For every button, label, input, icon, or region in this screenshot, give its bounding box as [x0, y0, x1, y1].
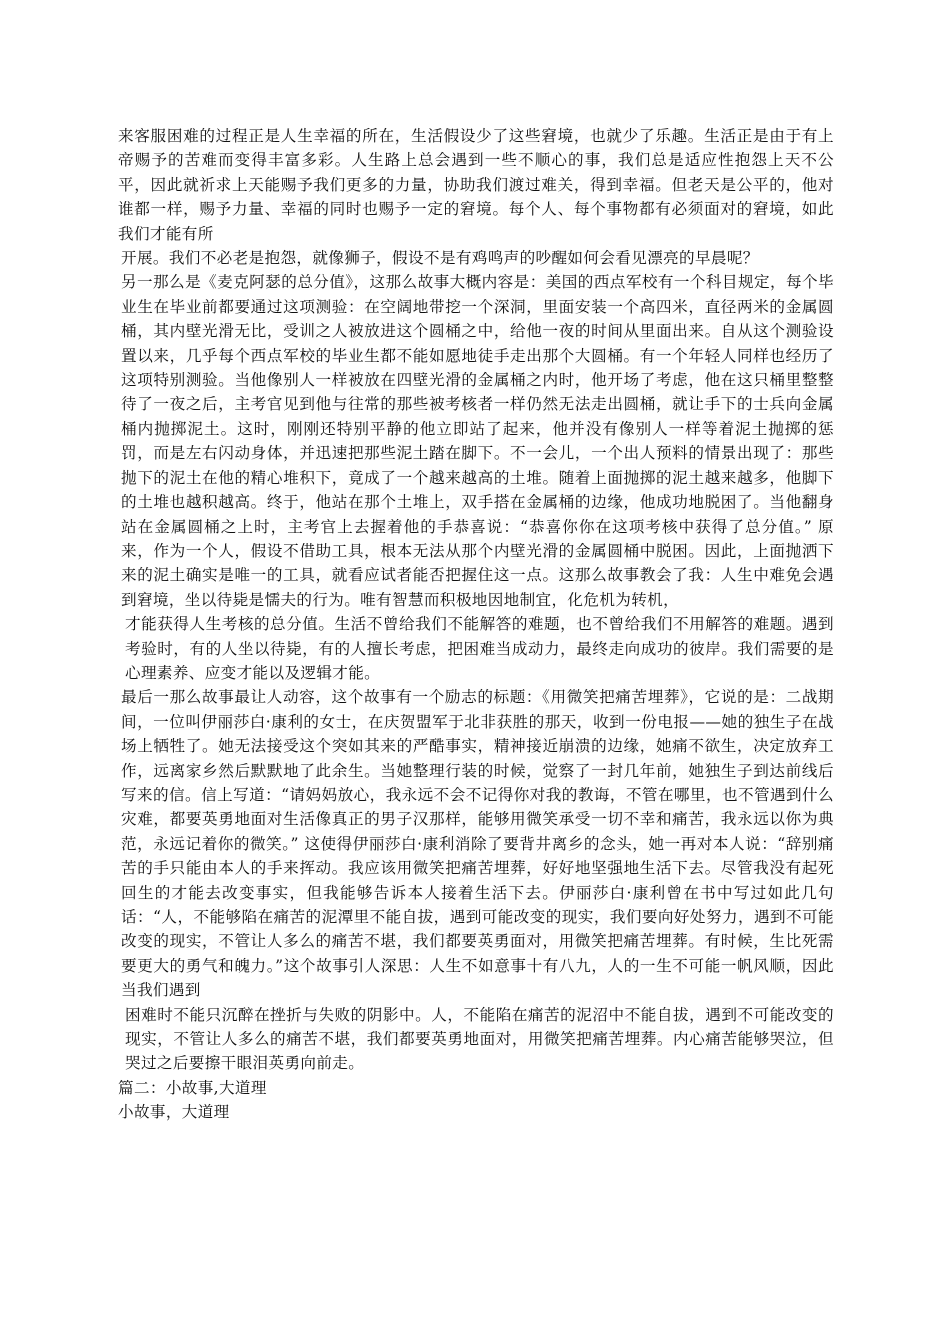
- section-subheading: 小故事，大道理: [118, 1103, 230, 1122]
- paragraph-4: 才能获得人生考核的总分值。生活不曾给我们不能解答的难题，也不曾给我们不用解答的难题。遇到考验时，有的人坐以待毙，有的人擅长考虑，把困难当成动力，最终走向成功的彼岸。我们需要的是心理素养、应变才能以及逻辑才能。: [125, 615, 834, 682]
- paragraph-1: 来客服困难的过程正是人生幸福的所在，生活假设少了这些窘境，也就少了乐趣。生活正是由于有上帝赐予的苦难而变得丰富多彩。人生路上总会遇到一些不顺心的事，我们总是适应性抱怨上天不公平，因此就祈求上天能赐予我们更多的力量，协助我们渡过难关，得到幸福。但老天是公平的，他对谁都一样，赐予力量、幸福的同时也赐予一定的窘境。每个人、每个事物都有必须面对的窘境，如此我们才能有所: [118, 127, 834, 243]
- paragraph-5: 最后一那么故事最让人动容，这个故事有一个励志的标题：《用微笑把痛苦埋葬》，它说的是：二战期间，一位叫伊丽莎白·康利的女士，在庆贺盟军于北非获胜的那天，收到一份电报——她的独生子在战场上牺牲了。她无法接受这个突如其来的严酷事实，精神接近崩溃的边缘，她痛不欲生，决定放弃工作，远离家乡然后默默地了此余生。当她整理行装的时候，觉察了一封几年前，她独生子到达前线后写来的信。信上写道：“请妈妈放心，我永远不会不记得你对我的教诲，不管在哪里，也不管遇到什么灾难，都要英勇地面对生活像真正的男子汉那样，能够用微笑承受一切不幸和痛苦，我永远以你为典范，永远记着你的微笑。” 这使得伊丽莎白·康利消除了要背井离乡的念头，她一再对本人说：“辞别痛苦的手只能由本人的手来挥动。我应该用微笑把痛苦埋葬，好好地坚强地生活下去。尽管我没有起死回生的才能去改变事实，但我能够告诉本人接着生活下去。伊丽莎白·康利曾在书中写过如此几句话：“人，不能够陷在痛苦的泥潭里不能自拔，遇到可能改变的现实，我们要向好处努力，遇到不可能改变的现实，不管让人多么的痛苦不堪，我们都要英勇面对，用微笑把痛苦埋葬。有时候，生比死需要更大的勇气和魄力。”这个故事引人深思：人生不如意事十有八九，人的一生不可能一帆风顺，因此当我们遇到: [121, 688, 834, 1000]
- section-heading: 篇二：小故事,大道理: [118, 1078, 267, 1097]
- paragraph-3: 另一那么是《麦克阿瑟的总分值》，这那么故事大概内容是：美国的西点军校有一个科目规定，每个毕业生在毕业前都要通过这项测验：在空阔地带挖一个深洞，里面安装一个高四米，直径两米的金属圆桶，其内壁光滑无比，受训之人被放进这个圆桶之中，给他一夜的时间从里面出来。自从这个测验设置以来，几乎每个西点军校的毕业生都不能如愿地徒手走出那个大圆桶。有一个年轻人同样也经历了这项特别测验。当他像别人一样被放在四壁光滑的金属桶之内时，他开场了考虑，他在这只桶里整整待了一夜之后，主考官见到他与往常的那些被考核者一样仍然无法走出圆桶，就让手下的士兵向金属桶内抛掷泥土。这时，刚刚还特别平静的他立即站了起来，他并没有像别人一样等着泥土抛掷的惩罚，而是左右闪动身体，并迅速把那些泥土踏在脚下。不一会儿，一个出人预料的情景出现了：那些抛下的泥土在他的精心堆积下，竟成了一个越来越高的土堆。随着上面抛掷的泥土越来越多，他脚下的土堆也越积越高。终于，他站在那个土堆上，双手搭在金属桶的边缘，他成功地脱困了。当他翻身站在金属圆桶之上时，主考官上去握着他的手恭喜说：“恭喜你你在这项考核中获得了总分值。” 原来，作为一个人，假设不借助工具，根本无法从那个内壁光滑的金属圆桶中脱困。因此，上面抛洒下来的泥土确实是唯一的工具，就看应试者能否把握住这一点。这那么故事教会了我：人生中难免会遇到窘境，坐以待毙是懦夫的行为。唯有智慧而积极地因地制宜，化危机为转机，: [121, 273, 834, 609]
- document-body: [118, 124, 834, 1125]
- paragraph-6: 困难时不能只沉醉在挫折与失败的阴影中。人，不能陷在痛苦的泥沼中不能自拔，遇到不可能改变的现实，不管让人多么的痛苦不堪，我们都要英勇地面对，用微笑把痛苦埋葬。内心痛苦能够哭泣，但哭过之后要擦干眼泪英勇向前走。: [125, 1005, 834, 1073]
- paragraph-2: 开展。我们不必老是抱怨，就像狮子，假设不是有鸡鸣声的吵醒如何会看见漂亮的早晨呢？: [121, 249, 759, 268]
